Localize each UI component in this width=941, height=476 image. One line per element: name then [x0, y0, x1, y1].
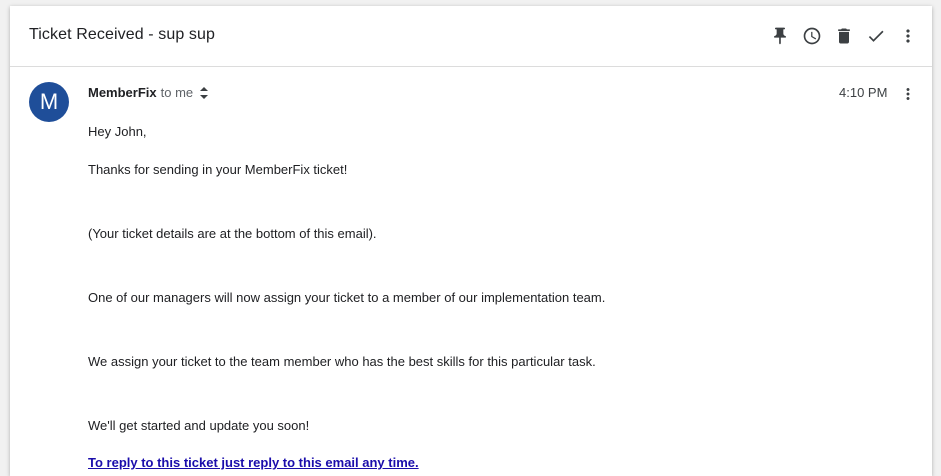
- message-more-button[interactable]: [896, 82, 920, 106]
- pin-button[interactable]: [768, 24, 792, 48]
- body-paragraph: (Your ticket details are at the bottom of this email).: [88, 226, 377, 241]
- body-paragraph: We assign your ticket to the team member who has the best skills for this particular task.: [88, 354, 596, 369]
- details-toggle[interactable]: [199, 86, 211, 100]
- email-card: [10, 6, 932, 476]
- sender-avatar[interactable]: M: [29, 82, 69, 122]
- body-paragraph: One of our managers will now assign your ticket to a member of our implementation team.: [88, 290, 606, 305]
- clock-icon: [802, 26, 822, 46]
- more-vertical-icon: [899, 85, 917, 103]
- more-vertical-icon: [898, 26, 918, 46]
- sender-name[interactable]: MemberFix: [88, 85, 157, 100]
- more-options-button[interactable]: [896, 24, 920, 48]
- recipient-label: to me: [160, 85, 194, 100]
- message-time: 4:10 PM: [839, 85, 888, 100]
- unfold-icon: [199, 87, 209, 99]
- trash-icon: [834, 26, 854, 46]
- body-paragraph: Thanks for sending in your MemberFix ticket!: [88, 162, 348, 177]
- pin-icon: [770, 26, 790, 46]
- mark-done-button[interactable]: [864, 24, 888, 48]
- email-subject: Ticket Received - sup sup: [29, 26, 215, 43]
- body-greeting: Hey John,: [88, 124, 147, 139]
- snooze-button[interactable]: [800, 24, 824, 48]
- check-icon: [866, 26, 886, 46]
- email-header: [10, 6, 932, 67]
- delete-button[interactable]: [832, 24, 856, 48]
- sender-row: [88, 85, 211, 100]
- body-paragraph: We'll get started and update you soon!: [88, 418, 310, 433]
- reply-instructions-link[interactable]: To reply to this ticket just reply to this email any time.: [88, 455, 419, 470]
